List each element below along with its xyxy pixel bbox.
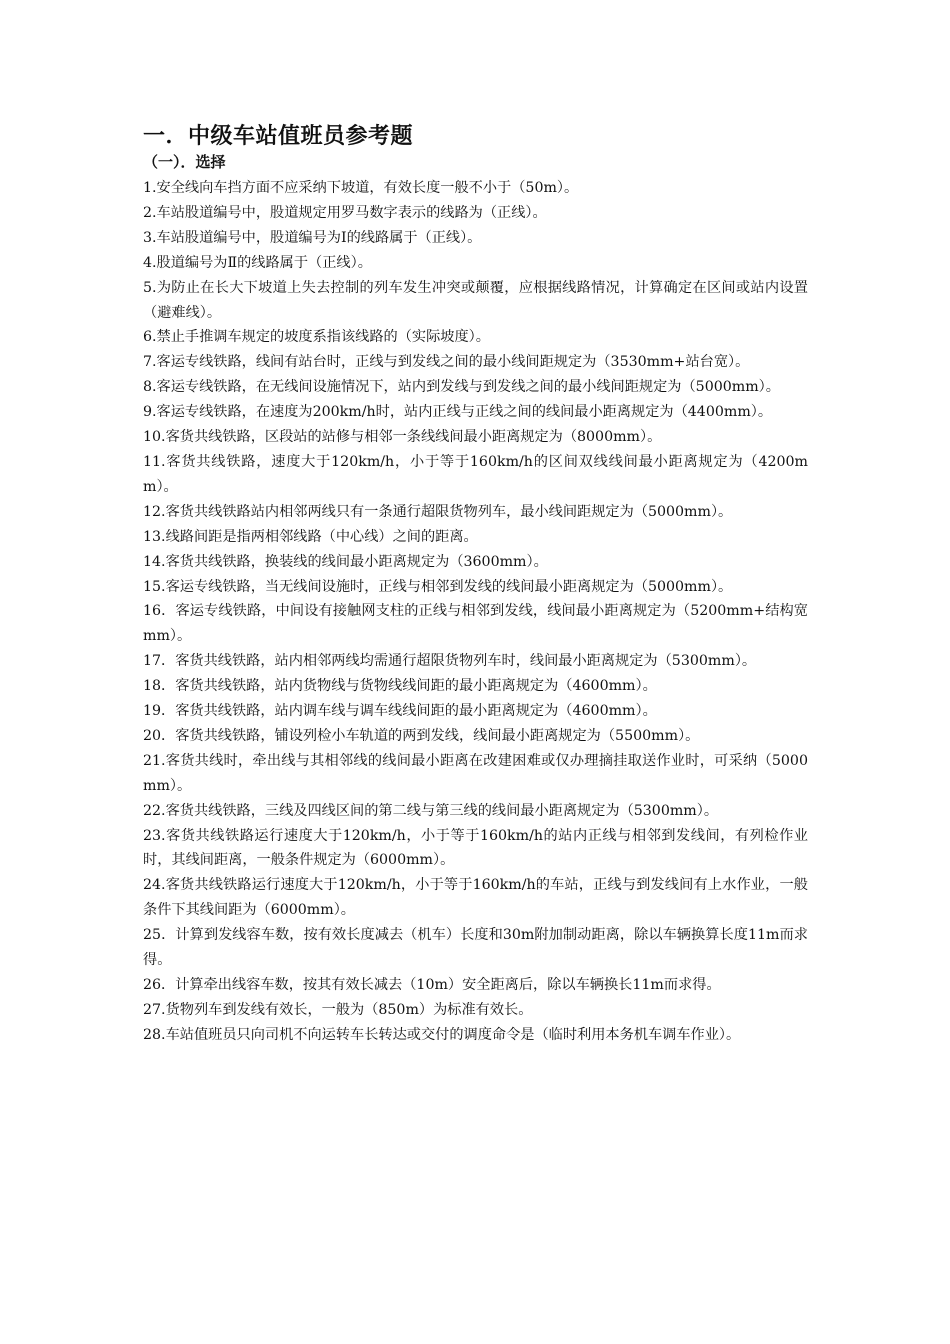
question-item: 8.客运专线铁路，在无线间设施情况下，站内到发线与到发线之间的最小线间距规定为（5000mm）。 (143, 379, 780, 396)
question-item: 16．客运专线铁路，中间设有接触网支柱的正线与相邻到发线，线间最小距离规定为（5200mm+结构宽mm）。 (143, 603, 808, 645)
question-item: 23.客货共线铁路运行速度大于120km/h，小于等于160km/h的站内正线与相邻到发线间，有列检作业时，其线间距离，一般条件规定为（6000mm）。 (143, 827, 808, 869)
question-item: 12.客货共线铁路站内相邻两线只有一条通行超限货物列车，最小线间距规定为（5000mm）。 (143, 503, 733, 520)
question-item: 17．客货共线铁路，站内相邻两线均需通行超限货物列车时，线间最小距离规定为（5300mm）。 (143, 653, 757, 670)
question-item: 9.客运专线铁路，在速度为200km/h时，站内正线与正线之间的线间最小距离规定为（4400mm）。 (143, 404, 773, 421)
question-item: 7.客运专线铁路，线间有站台时，正线与到发线之间的最小线间距规定为（3530mm+站台宽）。 (143, 354, 750, 371)
question-item: 15.客运专线铁路，当无线间设施时，正线与相邻到发线的线间最小距离规定为（5000mm）。 (143, 578, 733, 595)
question-list (143, 176, 808, 1048)
question-item: 21.客货共线时，牵出线与其相邻线的线间最小距离在改建困难或仅办理摘挂取送作业时，可采纳（5000mm）。 (143, 752, 808, 794)
question-item: 20．客货共线铁路，铺设列检小车轨道的两到发线，线间最小距离规定为（5500mm）。 (143, 727, 700, 744)
section-heading: （一）．选择 (143, 153, 226, 171)
question-item: 26．计算牵出线容车数，按其有效长减去（10m）安全距离后，除以车辆换长11m而求得。 (143, 977, 721, 993)
question-item: 10.客货共线铁路，区段站的站修与相邻一条线线间最小距离规定为（8000mm）。 (143, 429, 662, 446)
question-item: 11.客货共线铁路，速度大于120km/h，小于等于160km/h的区间双线线间最小距离规定为（4200mm）。 (143, 453, 808, 495)
question-item: 4.股道编号为Ⅱ的线路属于（正线）。 (143, 254, 372, 271)
question-item: 6.禁止手推调车规定的坡度系指该线路的（实际坡度）。 (143, 329, 490, 346)
document-title: 一．中级车站值班员参考题 (143, 124, 414, 149)
question-item: 28.车站值班员只向司机不向运转车长转达或交付的调度命令是（临时利用本务机车调车作业）。 (143, 1026, 741, 1043)
question-item: 27.货物列车到发线有效长，一般为（850m）为标准有效长。 (143, 1001, 533, 1018)
question-item: 25．计算到发线容车数，按有效长度减去（机车）长度和30m附加制动距离，除以车辆换算长度11m而求得。 (143, 927, 808, 969)
question-item: 13.线路间距是指两相邻线路（中心线）之间的距离。 (143, 528, 478, 545)
document-page (143, 122, 808, 1048)
question-item: 24.客货共线铁路运行速度大于120km/h，小于等于160km/h的车站，正线与到发线间有上水作业，一般条件下其线间距为（6000mm）。 (143, 877, 808, 919)
question-item: 18．客货共线铁路，站内货物线与货物线线间距的最小距离规定为（4600mm）。 (143, 678, 657, 695)
question-item: 1.安全线向车挡方面不应采纳下坡道，有效长度一般不小于（50m）。 (143, 180, 579, 196)
question-item: 5.为防止在长大下坡道上失去控制的列车发生冲突或颠覆，应根据线路情况，计算确定在区间或站内设置（避难线）。 (143, 279, 808, 321)
question-item: 14.客货共线铁路，换装线的线间最小距离规定为（3600mm）。 (143, 553, 548, 570)
question-item: 19．客货共线铁路，站内调车线与调车线线间距的最小距离规定为（4600mm）。 (143, 703, 657, 720)
question-item: 3.车站股道编号中，股道编号为Ⅰ的线路属于（正线）。 (143, 229, 482, 246)
question-item: 22.客货共线铁路，三线及四线区间的第二线与第三线的线间最小距离规定为（5300mm）。 (143, 802, 719, 819)
question-item: 2.车站股道编号中，股道规定用罗马数字表示的线路为（正线）。 (143, 204, 547, 221)
